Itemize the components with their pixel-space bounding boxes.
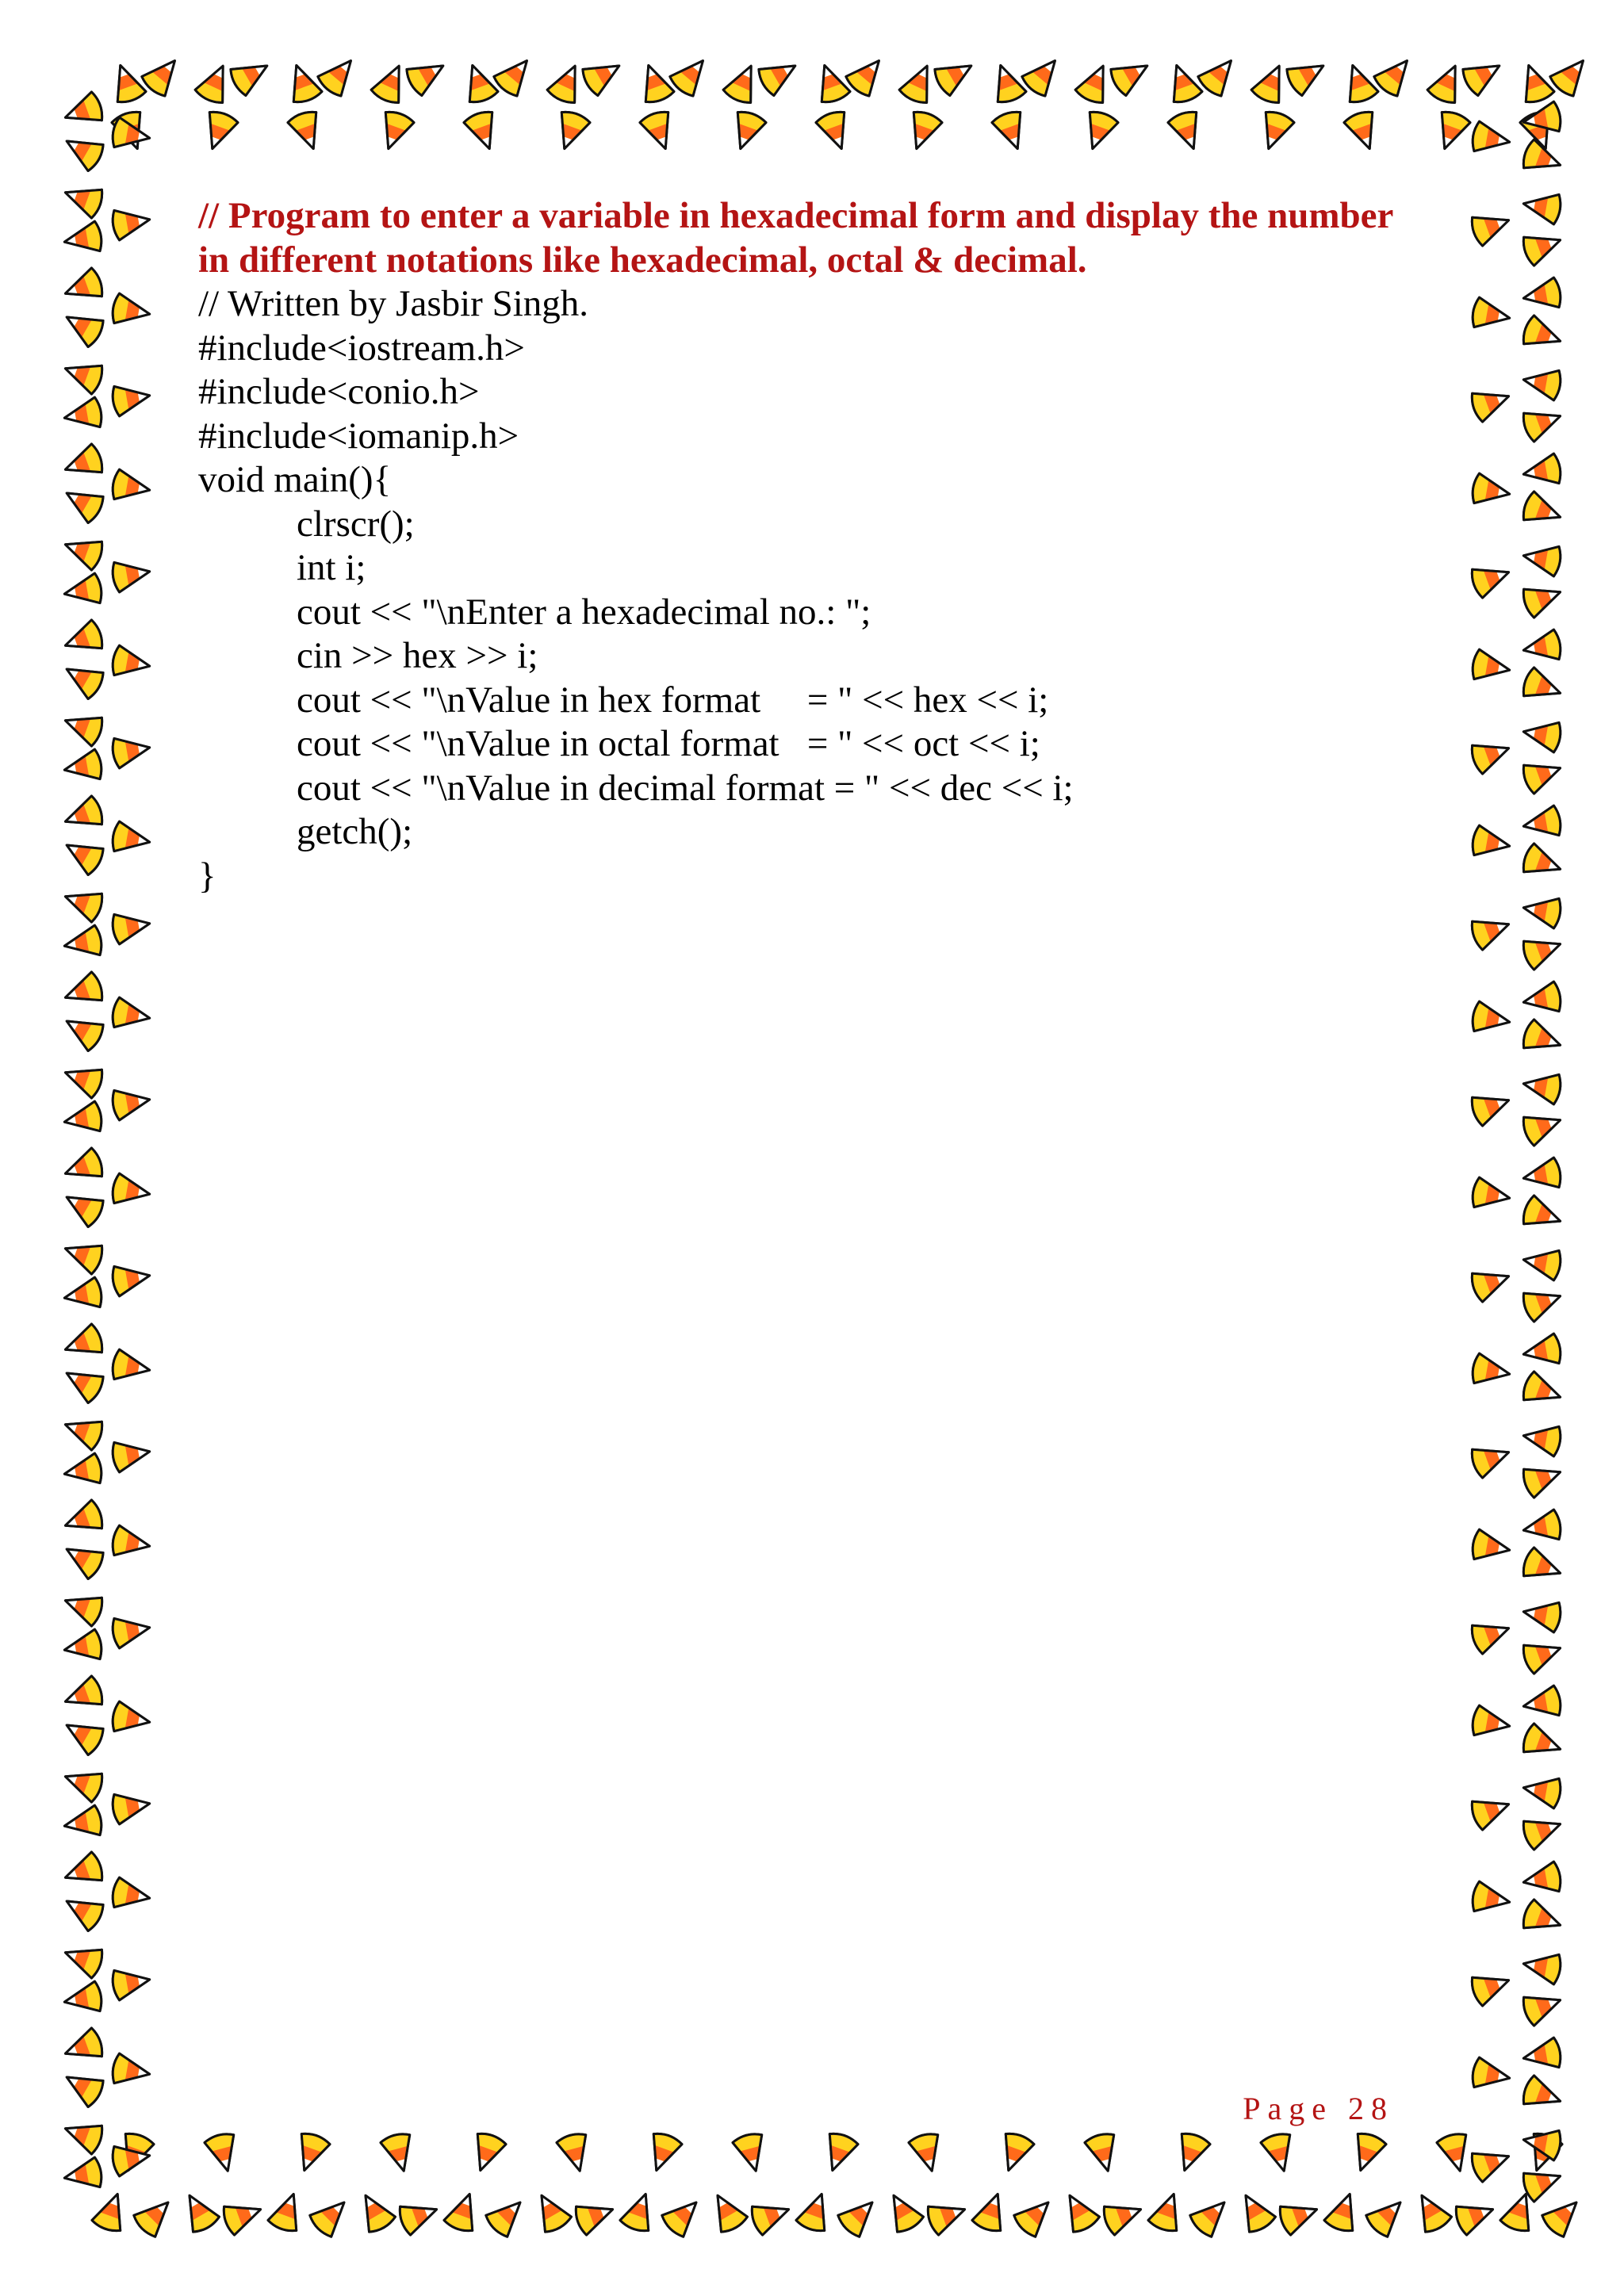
candy-corn-icon [1521,1773,1562,1808]
candy-corn-icon [1521,893,1562,928]
candy-corn-icon [60,1322,105,1364]
candy-corn-icon [458,60,500,105]
candy-corn-icon [1471,121,1512,156]
candy-corn-icon [60,178,105,220]
candy-corn-icon [1520,930,1565,971]
page-number: Page 28 [1243,2091,1394,2126]
candy-corn-icon [1453,2195,1498,2237]
candy-corn-icon [1469,1614,1514,1655]
candy-corn-icon [60,882,105,924]
candy-corn-icon [634,60,676,105]
candy-corn-icon [642,2130,684,2175]
candy-corn-icon [59,2064,106,2109]
candy-corn-icon [404,53,450,98]
candy-corn-icon [111,381,152,416]
candy-corn-icon [1469,206,1514,247]
candy-corn-icon [59,832,106,877]
candy-corn-icon [1520,1458,1565,1499]
candy-corn-icon [62,924,103,960]
candy-corn-icon [1469,910,1514,951]
candy-corn-icon [836,2192,883,2240]
candy-corn-icon [1520,1282,1565,1323]
candy-corn-icon [1074,59,1116,105]
candy-corn-icon [62,748,103,784]
candy-corn-icon [749,2195,794,2237]
candy-corn-icon [1521,1685,1562,1720]
candy-corn-icon [726,109,768,154]
candy-corn-icon [111,1701,152,1736]
code-line: cin >> hex >> i; [297,635,538,676]
candy-corn-icon [1520,666,1565,707]
candy-corn-icon [550,109,592,154]
candy-corn-icon [60,618,105,660]
candy-corn-icon [573,2195,618,2237]
candy-corn-icon [62,396,103,432]
candy-corn-icon [1521,629,1562,664]
candy-corn-icon [286,109,327,154]
candy-corn-icon [1284,53,1331,98]
candy-corn-icon [111,1613,152,1648]
candy-corn-icon [1471,825,1512,860]
candy-corn-icon [111,557,152,592]
candy-corn-icon [1520,402,1565,443]
candy-corn-icon [1469,382,1514,423]
candy-corn-icon [1471,649,1512,684]
candy-corn-icon [60,530,105,572]
candy-corn-icon [466,2130,508,2175]
candy-corn-icon [529,2188,573,2235]
candy-corn-icon [60,1498,105,1540]
candy-corn-icon [1540,2192,1588,2240]
candy-corn-icon [193,59,236,105]
candy-corn-icon [59,480,106,525]
candy-corn-icon [1520,754,1565,795]
candy-corn-icon [1469,2142,1514,2183]
candy-corn-icon [1170,2130,1212,2175]
candy-corn-icon [282,60,324,105]
candy-corn-icon [580,53,626,98]
candy-corn-icon [1521,1861,1562,1896]
candy-corn-icon [60,970,105,1012]
candy-corn-icon [1520,1986,1565,2027]
candy-corn-icon [111,1173,152,1208]
candy-corn-icon [795,2189,836,2234]
candy-corn-icon [1162,60,1204,105]
candy-corn-icon [59,656,106,701]
candy-corn-icon [111,1965,152,2000]
candy-corn-icon [1188,2192,1235,2240]
candy-corn-icon [1521,1157,1562,1192]
candy-corn-icon [60,706,105,748]
candy-corn-icon [705,2188,749,2235]
candy-corn-icon [1469,734,1514,775]
candy-corn-icon [546,59,588,105]
candy-corn-icon [462,109,504,154]
candy-corn-icon [1520,314,1565,355]
candy-corn-icon [111,821,152,856]
candy-corn-icon [1469,1966,1514,2007]
candy-corn-icon [370,59,412,105]
candy-corn-icon [1520,1194,1565,1235]
candy-corn-icon [60,1674,105,1716]
candy-corn-icon [308,2192,355,2240]
candy-corn-icon [1254,109,1296,154]
include-iomanip: #include<iomanip.h> [198,415,519,457]
candy-corn-icon [62,1452,103,1488]
candy-corn-icon [111,293,152,328]
candy-corn-icon [204,2131,243,2175]
candy-corn-icon [1409,2188,1454,2235]
candy-corn-icon [1471,1529,1512,1564]
candy-corn-icon [1166,109,1208,154]
candy-corn-icon [971,2189,1012,2234]
candy-corn-icon [60,1850,105,1892]
candy-corn-icon [932,53,979,98]
candy-corn-icon [111,205,152,240]
candy-corn-icon [60,1234,105,1276]
candy-corn-icon [62,220,103,256]
candy-corn-icon [484,2192,531,2240]
candy-corn-icon [111,1789,152,1824]
candy-corn-icon [111,1261,152,1296]
candy-corn-icon [266,2189,308,2234]
candy-corn-icon [111,1085,152,1120]
candy-corn-icon [380,2131,419,2175]
candy-corn-icon [1521,1949,1562,1984]
candy-corn-icon [60,266,105,308]
candy-corn-icon [1521,189,1562,224]
candy-corn-icon [902,109,944,154]
candy-corn-icon [59,128,106,173]
candy-corn-icon [1520,1546,1565,1587]
candy-corn-icon [1471,1001,1512,1036]
candy-corn-icon [90,2189,132,2234]
candy-corn-icon [1521,453,1562,488]
candy-corn-icon [1469,1262,1514,1303]
candy-corn-icon [1521,805,1562,840]
candy-corn-icon [59,1360,106,1405]
candy-corn-icon [60,794,105,836]
candy-corn-icon [59,304,106,349]
main-closing-brace: } [198,855,216,897]
candy-corn-icon [1108,53,1155,98]
candy-corn-icon [1084,2131,1123,2175]
candy-corn-icon [1521,1597,1562,1632]
candy-corn-icon [60,90,105,132]
code-listing [198,194,1451,898]
candy-corn-icon [1471,1881,1512,1916]
candy-corn-icon [1339,60,1380,105]
code-line: getch(); [297,811,413,852]
candy-corn-icon [1520,1106,1565,1147]
candy-corn-icon [198,109,239,154]
candy-corn-icon [925,2195,970,2237]
candy-corn-icon [1520,490,1565,531]
candy-corn-icon [1471,2057,1512,2092]
candy-corn-icon [62,1276,103,1312]
candy-corn-icon [638,109,680,154]
candy-corn-icon [1469,1086,1514,1127]
candy-corn-icon [374,109,416,154]
candy-corn-icon [1520,1370,1565,1411]
main-signature: void main(){ [198,459,392,500]
candy-corn-icon [220,2195,266,2237]
candy-corn-icon [60,2114,105,2156]
candy-corn-icon [59,1184,106,1229]
code-line: cout << "\nValue in decimal format = " << dec << i; [297,767,1074,809]
candy-corn-icon [556,2131,595,2175]
candy-corn-icon [111,645,152,680]
candy-corn-icon [62,1980,103,2016]
candy-corn-icon [62,1804,103,1840]
candy-corn-icon [111,1437,152,1472]
candy-corn-icon [111,469,152,504]
candy-corn-icon [1520,1810,1565,1851]
candy-corn-icon [177,2188,221,2235]
candy-corn-icon [111,1525,152,1560]
candy-corn-icon [60,1058,105,1100]
candy-corn-icon [1057,2188,1101,2235]
candy-corn-icon [132,2192,179,2240]
candy-corn-icon [1471,1705,1512,1740]
candy-corn-icon [1012,2192,1059,2240]
candy-corn-icon [353,2188,397,2235]
candy-corn-icon [60,1938,105,1980]
candy-corn-icon [1460,53,1507,98]
code-line: cout << "\nEnter a hexadecimal no.: "; [297,591,871,633]
candy-corn-icon [1342,109,1384,154]
candy-corn-icon [111,1349,152,1384]
candy-corn-icon [1521,1421,1562,1456]
candy-corn-icon [818,2130,860,2175]
code-line: clrscr(); [297,503,415,545]
candy-corn-icon [1364,2192,1411,2240]
candy-corn-icon [1521,1509,1562,1544]
candy-corn-icon [1521,1333,1562,1368]
candy-corn-icon [1520,226,1565,267]
candy-corn-icon [1323,2189,1364,2234]
candy-corn-icon [60,354,105,396]
candy-corn-icon [1346,2130,1388,2175]
candy-corn-icon [1078,109,1120,154]
candy-corn-icon [60,1410,105,1452]
code-line: cout << "\nValue in octal format = " << oct << i; [297,723,1040,764]
candy-corn-icon [1521,1245,1562,1280]
candy-corn-icon [756,53,802,98]
candy-corn-icon [1426,59,1469,105]
candy-corn-icon [60,1762,105,1804]
candy-corn-icon [59,1008,106,1053]
candy-corn-icon [60,1146,105,1188]
candy-corn-icon [1521,1069,1562,1104]
candy-corn-icon [1521,717,1562,752]
candy-corn-icon [62,1628,103,1664]
candy-corn-icon [60,442,105,484]
candy-corn-icon [1250,59,1293,105]
candy-corn-icon [660,2192,707,2240]
candy-corn-icon [62,1100,103,1136]
candy-corn-icon [990,109,1032,154]
candy-corn-icon [1521,365,1562,400]
candy-corn-icon [1521,981,1562,1016]
candy-corn-icon [619,2189,660,2234]
program-heading-line-2: in different notations like hexadecimal, octal & decimal. [198,239,1087,281]
candy-corn-icon [1101,2195,1146,2237]
candy-corn-icon [1520,1898,1565,1939]
candy-corn-icon [1277,2195,1322,2237]
include-iostream: #include<iostream.h> [198,327,525,369]
candy-corn-icon [1471,1353,1512,1388]
candy-corn-icon [228,53,274,98]
candy-corn-icon [111,909,152,944]
candy-corn-icon [1521,541,1562,576]
candy-corn-icon [1147,2189,1188,2234]
candy-corn-icon [396,2195,442,2237]
code-line: int i; [297,547,366,588]
candy-corn-icon [881,2188,925,2235]
candy-corn-icon [1469,558,1514,599]
candy-corn-icon [111,997,152,1032]
candy-corn-icon [59,1536,106,1581]
candy-corn-icon [1471,1177,1512,1212]
candy-corn-icon [1515,60,1556,105]
candy-corn-icon [1260,2131,1299,2175]
candy-corn-icon [62,572,103,608]
include-conio: #include<conio.h> [198,371,480,412]
author-comment: // Written by Jasbir Singh. [198,283,589,324]
candy-corn-icon [994,2130,1036,2175]
candy-corn-icon [60,1586,105,1628]
candy-corn-icon [814,109,856,154]
candy-corn-icon [1520,842,1565,883]
candy-corn-icon [442,2189,484,2234]
candy-corn-icon [1520,1018,1565,1059]
candy-corn-icon [1521,277,1562,312]
candy-corn-icon [1521,2037,1562,2072]
candy-corn-icon [1471,473,1512,508]
candy-corn-icon [732,2131,771,2175]
candy-corn-icon [898,59,940,105]
candy-corn-icon [722,59,764,105]
candy-corn-icon [111,733,152,768]
candy-corn-icon [59,1712,106,1757]
program-heading-line-1: // Program to enter a variable in hexadecimal form and display the number [198,195,1394,236]
candy-corn-icon [1520,2074,1565,2115]
candy-corn-icon [111,1877,152,1912]
candy-corn-icon [111,2053,152,2088]
candy-corn-icon [986,60,1028,105]
candy-corn-icon [810,60,852,105]
candy-corn-icon [106,60,147,105]
candy-corn-icon [1431,109,1472,154]
candy-corn-icon [908,2131,947,2175]
candy-corn-icon [62,2156,103,2192]
candy-corn-icon [60,2026,105,2068]
candy-corn-icon [1520,1722,1565,1763]
candy-corn-icon [1436,2131,1475,2175]
candy-corn-icon [1520,578,1565,619]
candy-corn-icon [1520,1634,1565,1675]
candy-corn-icon [1471,297,1512,332]
candy-corn-icon [290,2130,331,2175]
candy-corn-icon [1469,1790,1514,1831]
code-line: cout << "\nValue in hex format = " << hex << i; [297,679,1049,721]
candy-corn-icon [1469,1438,1514,1479]
candy-corn-icon [59,1888,106,1933]
candy-corn-icon [1233,2188,1277,2235]
